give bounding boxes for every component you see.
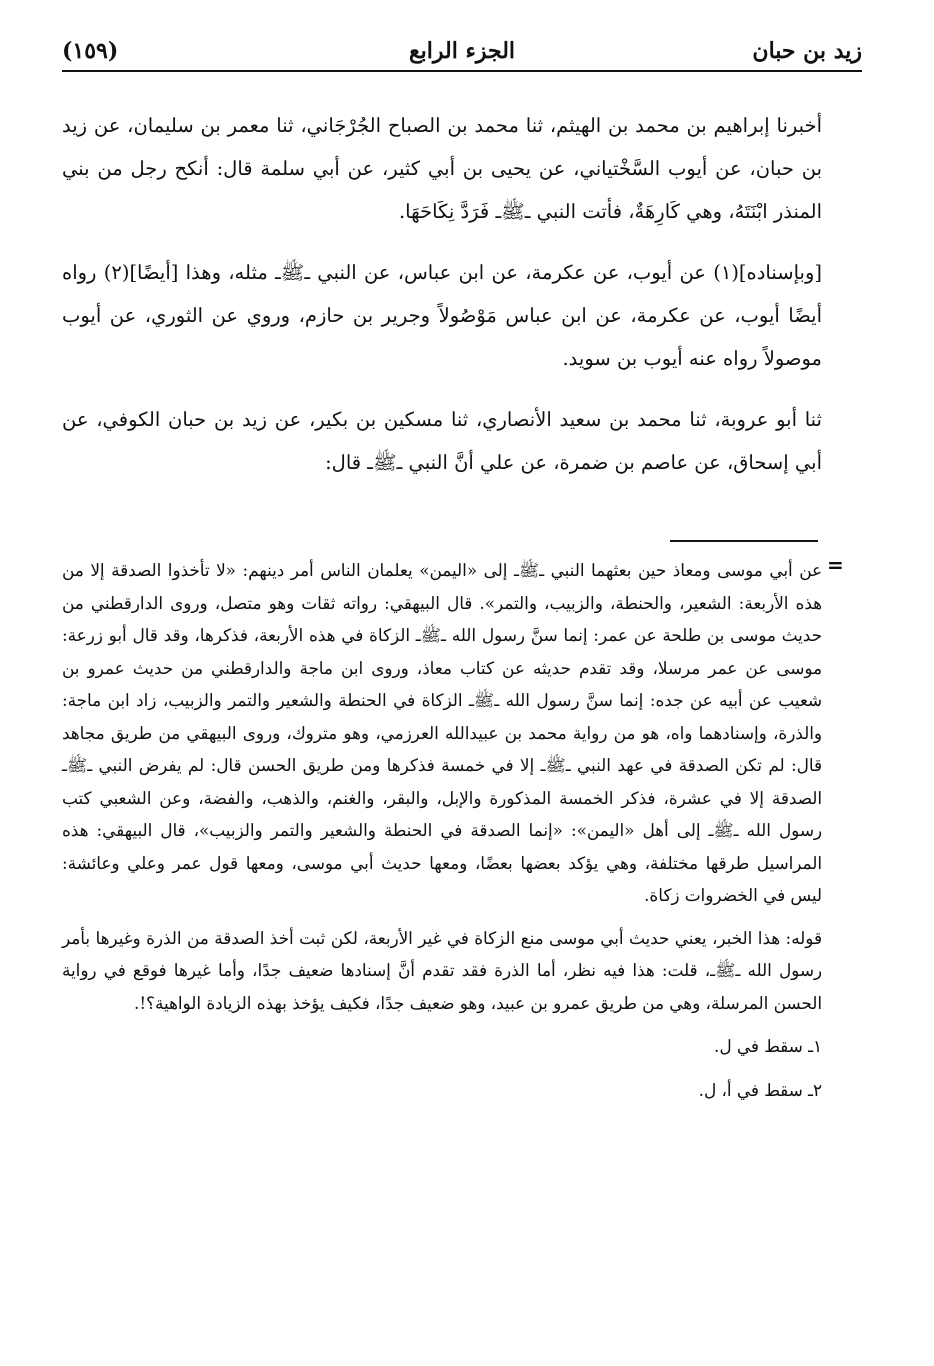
footnote-paragraph-2: قوله: هذا الخبر، يعني حديث أبي موسى منع الزكاة في غير الأربعة، لكن ثبت أخذ الصدقة من الذرة وغيرها بأمر رسول الله ـﷺـ، قلت: هذا فيه نظر، أما الذرة فقد تقدم أنَّ إسنادها ضعيف جدًا، وأما غيرها فوقع في رواية الحسن المرسلة، وهي من طريق عمرو بن عبيد، وهو ضعيف جدًا، فكيف يؤخذ بهذه الزيادة الواهية؟!. [62,927,822,1013]
running-header [62,34,862,72]
main-paragraph-1: أخبرنا إبراهيم بن محمد بن الهيثم، ثنا محمد بن الصباح الجُرْجَاني، ثنا معمر بن سليمان، عن زيد بن حبان، عن أيوب السَّخْتياني، عن يحيى بن أبي كثير، عن أبي سلمة قال: أنكح رجل من بني المنذر ابْنَتَهُ، وهي كَارِهَةٌ، فأتت النبي ـﷺـ فَرَدَّ نِكَاحَهَا. [62,114,822,223]
main-paragraph-3: ثنا أبو عروبة، ثنا محمد بن سعيد الأنصاري، ثنا مسكين بن بكير، عن زيد بن حبان الكوفي، عن أبي إسحاق، عن عاصم بن ضمرة، عن علي أنَّ النبي ـﷺـ قال: [62,408,822,474]
footnote-continuation-mark: = [827,553,844,577]
header-rule [62,70,862,72]
main-text [62,104,822,502]
header-part-title: الجزء الرابع [408,38,516,64]
header-chapter-name: زيد بن حبان [752,38,862,64]
footnote-2: ٢ـ سقط في أ، ل. [698,1080,822,1100]
footnote-paragraph-1: عن أبي موسى ومعاذ حين بعثهما النبي ـﷺـ إلى «اليمن» يعلمان الناس أمر دينهم: «لا تأخذوا الصدقة إلا من هذه الأربعة: الشعير، والحنطة، والزبيب، والتمر». قال البيهقي: رواته ثقات وهو متصل، وروى الدارقطني من حديث موسى بن طلحة عن عمر: إنما سنَّ رسول الله ـﷺـ الزكاة في هذه الأربعة، فذكرها، وقد قال أبو زرعة: موسى عن عمر مرسلا، وقد تقدم حديثه عن كتاب معاذ، وروى ابن ماجة والدارقطني من حديث عمرو بن شعيب عن أبيه عن جده: إنما سنَّ رسول الله ـﷺـ الزكاة في الحنطة والشعير والتمر والزبيب، زاد ابن ماجة: والذرة، وإسنادهما واه، هو من رواية محمد بن عبيدالله العرزمي، وهو متروك، وروى البيهقي من طريق مجاهد قال: لم تكن الصدقة في عهد النبي ـﷺـ إلا في خمسة فذكرها ومن طريق الحسن قال: لم يفرض النبي ـﷺـ الصدقة إلا في عشرة، فذكر الخمسة المذكورة والإبل، والبقر، والغنم، والذهب، والفضة، وعن الشعبي كتب رسول الله ـﷺـ إلى أهل «اليمن»: «إنما الصدقة في الحنطة والشعير والتمر والزبيب»، قال البيهقي: هذه المراسيل طرقها مختلفة، وهي يؤكد بعضها بعضًا، ومعها حديث أبي موسى، ومعها قول عمر وعلي وعائشة: ليس في الخضروات زكاة. [62,560,822,905]
header-page-number: (١٥٩) [62,38,119,64]
footnote-1: ١ـ سقط في ل. [714,1036,822,1056]
footnotes [62,554,822,1117]
main-paragraph-2: [وبإسناده](١) عن أيوب، عن عكرمة، عن ابن عباس، عن النبي ـﷺـ مثله، وهذا [أيضًا](٢) رواه أيضًا أيوب، عن عكرمة، عن ابن عباس مَوْصُولاً وجرير بن حازم، وروي عن الثوري، عن أيوب موصولاً رواه عنه أيوب بن سويد. [62,261,822,370]
footnote-separator [670,540,818,542]
